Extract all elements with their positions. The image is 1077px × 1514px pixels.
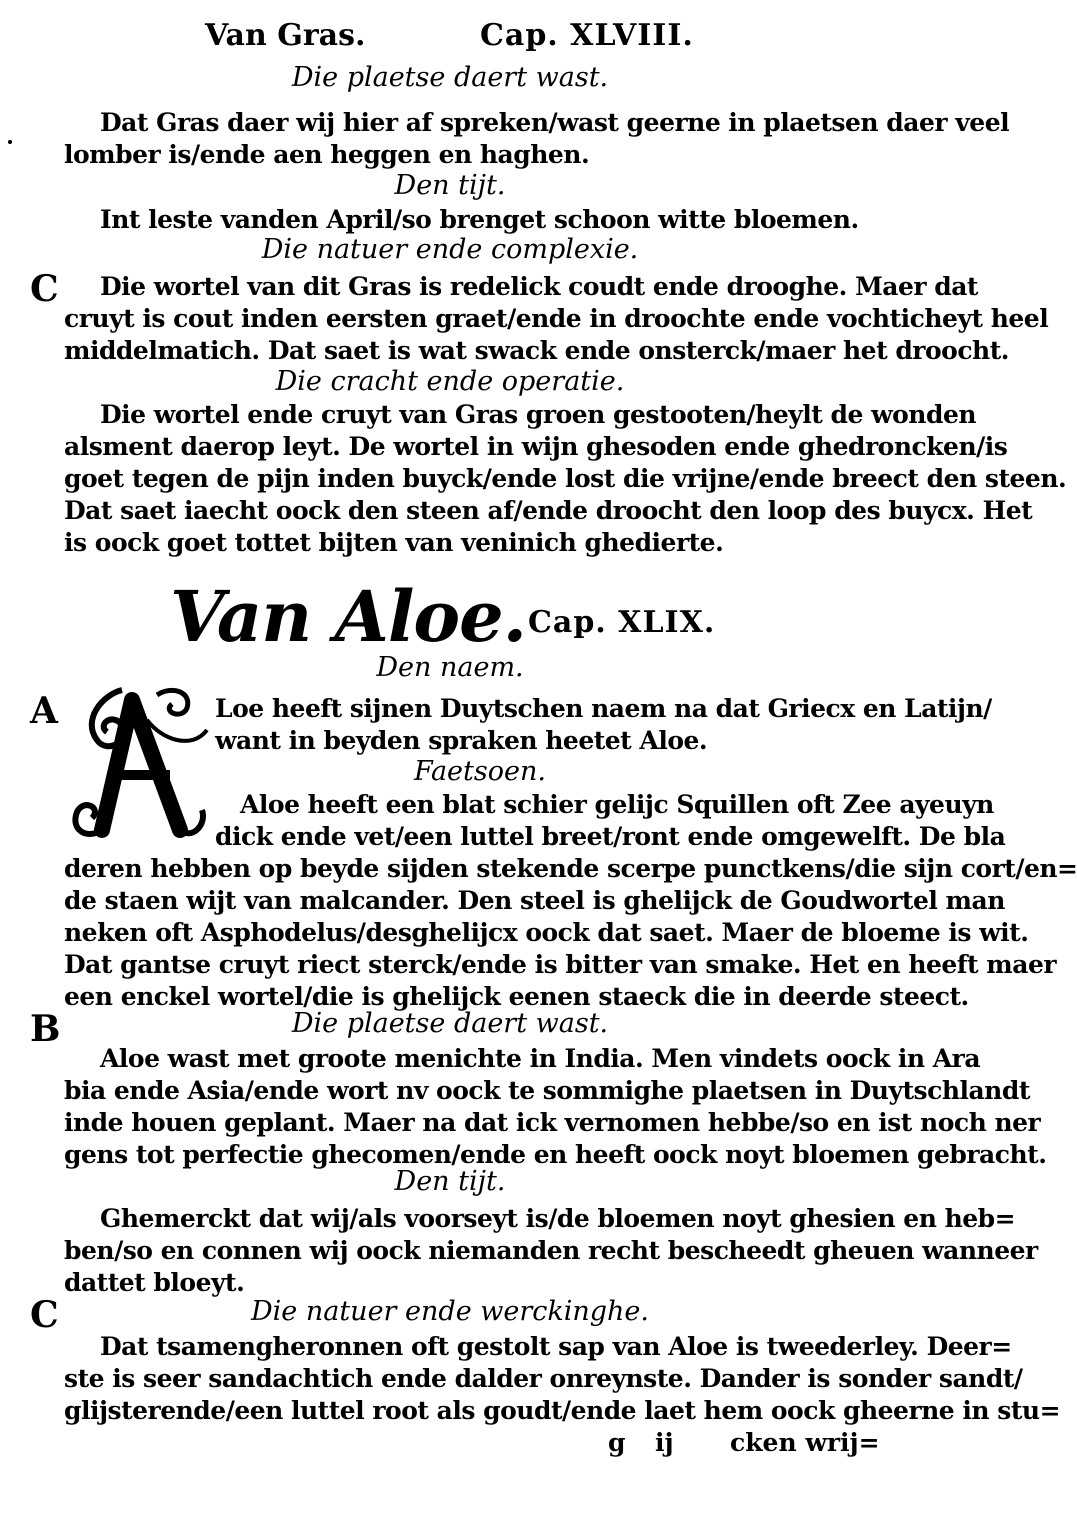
margin-marker: A	[30, 690, 58, 732]
text-line: Int leste vanden April/so brenget schoon witte bloemen.	[100, 205, 859, 234]
text-line: gens tot perfectie ghecomen/ende en heeft oock noyt bloemen gebracht.	[64, 1140, 1047, 1169]
chapter-title: Van Aloe.	[170, 575, 527, 658]
heading-plaetse: Die plaetse daert wast.	[291, 62, 609, 93]
text-line: middelmatich. Dat saet is wat swack ende onsterck/maer het droocht.	[64, 336, 1009, 365]
text-line: Die wortel van dit Gras is redelick coudt ende drooghe. Maer dat	[100, 272, 978, 301]
text-line: Dat tsamengheronnen oft gestolt sap van Aloe is tweederley. Deer=	[100, 1332, 1012, 1361]
text-line: bia ende Asia/ende wort nv oock te sommighe plaetsen in Duytschlandt	[64, 1076, 1030, 1105]
running-head-chapter: Cap. XLVIII.	[480, 18, 694, 53]
text-line: Ghemerckt dat wij/als voorseyt is/de bloemen noyt ghesien en heb=	[100, 1204, 1016, 1233]
text-line: ben/so en connen wij oock niemanden recht bescheedt gheuen wanneer	[64, 1236, 1038, 1265]
text-line: inde houen geplant. Maer na dat ick vernomen hebbe/so en ist noch ner	[64, 1108, 1041, 1137]
catchword: cken wrij=	[730, 1428, 880, 1457]
text-line: neken oft Asphodelus/desghelijcx oock dat saet. Maer de bloeme is wit.	[64, 918, 1029, 947]
heading-faetsoen: Faetsoen.	[414, 756, 546, 787]
text-line: glijsterende/een luttel root als goudt/ende laet hem oock gheerne in stu=	[64, 1396, 1061, 1425]
text-line: alsment daerop leyt. De wortel in wijn ghesoden ende ghedroncken/is	[64, 432, 1008, 461]
ink-speck	[8, 140, 12, 144]
text-line: dick ende vet/een luttel breet/ront ende omgewelft. De bla	[215, 822, 1006, 851]
text-line: Dat Gras daer wij hier af spreken/wast geerne in plaetsen daer veel	[100, 108, 1010, 137]
text-line: dattet bloeyt.	[64, 1268, 245, 1297]
running-head-title: Van Gras.	[205, 18, 366, 53]
text-line: Aloe wast met groote menichte in India. Men vindets oock in Ara	[100, 1044, 981, 1073]
signature-mark: g	[608, 1428, 626, 1457]
text-line: Dat saet iaecht oock den steen af/ende droocht den loop des buycx. Het	[64, 496, 1033, 525]
margin-marker: C	[30, 268, 59, 310]
text-line: de staen wijt van malcander. Den steel is ghelijck de Goudwortel man	[64, 886, 1005, 915]
chapter-number: Cap. XLIX.	[528, 605, 716, 640]
heading-naem: Den naem.	[376, 652, 524, 683]
margin-marker: B	[30, 1008, 61, 1050]
heading-tijt: Den tijt.	[394, 1166, 506, 1197]
text-line: Die wortel ende cruyt van Gras groen gestooten/heylt de wonden	[100, 400, 977, 429]
text-line: cruyt is cout inden eersten graet/ende in droochte ende vochticheyt heel	[64, 304, 1049, 333]
text-line: goet tegen de pijn inden buyck/ende lost die vrijne/ende breect den steen.	[64, 464, 1067, 493]
text-line: Dat gantse cruyt riect sterck/ende is bitter van smake. Het en heeft maer	[64, 950, 1057, 979]
heading-natuer: Die natuer ende werckinghe.	[251, 1296, 649, 1327]
text-line: ste is seer sandachtich ende dalder onreynste. Dander is sonder sandt/	[64, 1364, 1023, 1393]
signature-number: ij	[655, 1428, 674, 1457]
text-line: want in beyden spraken heetet Aloe.	[215, 726, 708, 755]
running-head	[0, 18, 900, 58]
heading-plaetse: Die plaetse daert wast.	[291, 1008, 609, 1039]
margin-marker: C	[30, 1294, 59, 1336]
text-line: Aloe heeft een blat schier gelijc Squillen oft Zee ayeuyn	[240, 790, 994, 819]
heading-natuer: Die natuer ende complexie.	[261, 234, 639, 265]
text-line: is oock goet tottet bijten van veninich ghedierte.	[64, 528, 724, 557]
text-line: deren hebben op beyde sijden stekende scerpe punctkens/die sijn cort/en=	[64, 854, 1077, 883]
text-line: Loe heeft sijnen Duytschen naem na dat Griecx en Latijn/	[215, 694, 992, 723]
heading-cracht: Die cracht ende operatie.	[275, 366, 625, 397]
heading-tijt: Den tijt.	[394, 170, 506, 201]
text-line: lomber is/ende aen heggen en haghen.	[64, 140, 590, 169]
text-line: een enckel wortel/die is ghelijck eenen staeck die in deerde steect.	[64, 982, 969, 1011]
